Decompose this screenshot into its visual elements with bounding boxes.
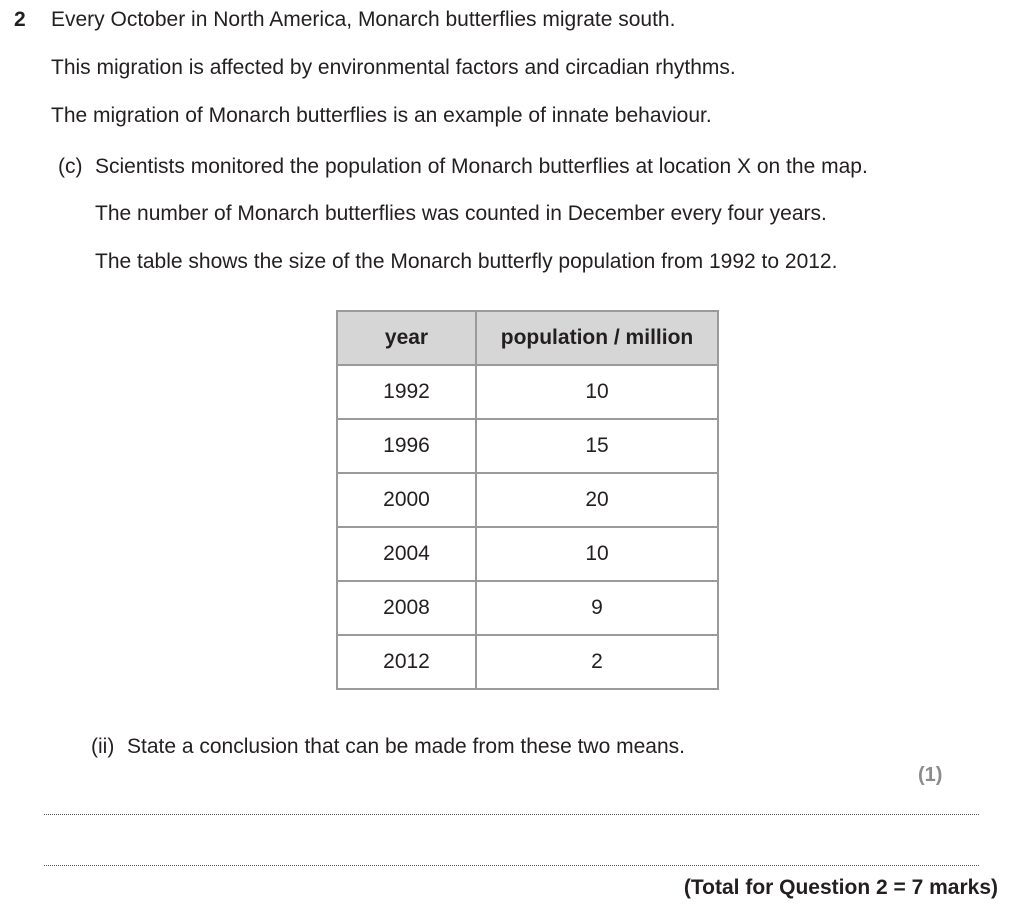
cell-population: 15 <box>476 419 718 473</box>
cell-population: 9 <box>476 581 718 635</box>
cell-year: 1992 <box>337 365 476 419</box>
table-row <box>337 473 718 527</box>
part-c-label: (c) <box>58 155 83 178</box>
part-c-line-1: Scientists monitored the population of Monarch butterflies at location X on the map. <box>95 155 868 178</box>
cell-year: 2008 <box>337 581 476 635</box>
cell-population: 2 <box>476 635 718 689</box>
intro-line-1: Every October in North America, Monarch butterflies migrate south. <box>51 8 676 31</box>
part-c-line-2: The number of Monarch butterflies was counted in December every four years. <box>95 202 827 225</box>
question-number: 2 <box>14 8 26 31</box>
part-c-line-3: The table shows the size of the Monarch butterfly population from 1992 to 2012. <box>95 250 838 273</box>
header-population: population / million <box>476 311 718 365</box>
cell-year: 2012 <box>337 635 476 689</box>
question-total: (Total for Question 2 = 7 marks) <box>683 876 998 899</box>
population-table <box>336 310 719 690</box>
table-row <box>337 527 718 581</box>
intro-line-3: The migration of Monarch butterflies is an example of innate behaviour. <box>51 104 712 127</box>
cell-year: 2000 <box>337 473 476 527</box>
cell-population: 10 <box>476 527 718 581</box>
intro-line-2: This migration is affected by environmental factors and circadian rhythms. <box>51 56 736 79</box>
answer-line-2[interactable] <box>44 865 979 866</box>
table-header-row <box>337 311 718 365</box>
table-row <box>337 635 718 689</box>
table-row <box>337 419 718 473</box>
answer-line-1[interactable] <box>44 814 979 815</box>
table-row <box>337 581 718 635</box>
cell-population: 20 <box>476 473 718 527</box>
part-ii-label: (ii) <box>91 735 115 758</box>
table-row <box>337 365 718 419</box>
header-year: year <box>337 311 476 365</box>
cell-year: 1996 <box>337 419 476 473</box>
marks-indicator: (1) <box>918 764 943 786</box>
cell-population: 10 <box>476 365 718 419</box>
part-ii-question: State a conclusion that can be made from these two means. <box>127 735 685 758</box>
cell-year: 2004 <box>337 527 476 581</box>
